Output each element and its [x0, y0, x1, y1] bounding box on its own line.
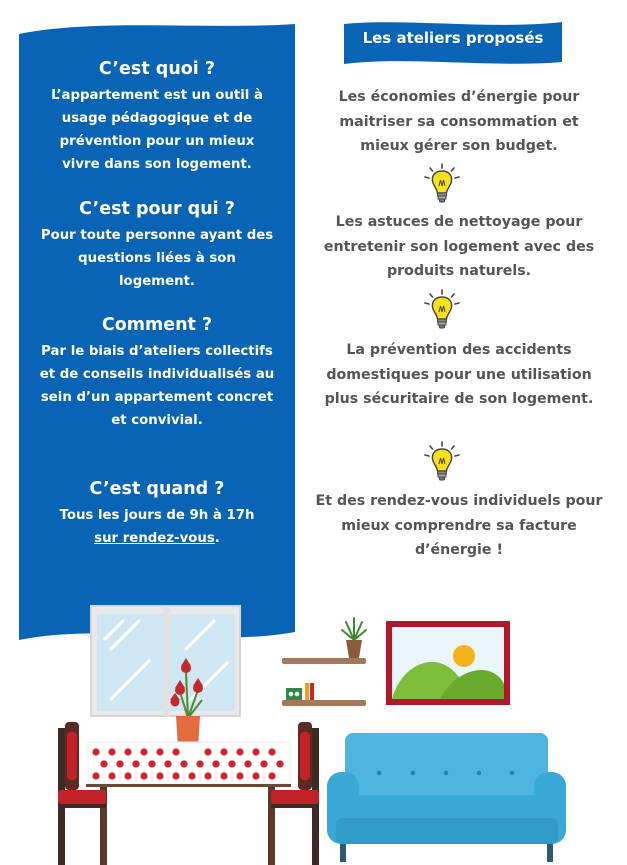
section-heading: C’est quand ? — [89, 479, 225, 499]
chair-left-illustration — [58, 722, 106, 865]
framed-picture-illustration — [386, 621, 510, 705]
info-panel — [19, 0, 295, 650]
schedule-suffix: . — [214, 531, 220, 546]
workshop-appointments: Et des rendez-vous individuels pour mieux comprendre sa facture d’énergie ! — [315, 493, 603, 558]
section-text: Pour toute personne ayant des questions liées à son logement. — [40, 228, 274, 289]
chair-right-illustration — [271, 722, 319, 865]
workshops-title: Les ateliers proposés — [362, 29, 544, 47]
section-who — [19, 198, 295, 293]
section-text: Par le biais d’ateliers collectifs et de conseils individualisés au sein d’un appartement concret et convivial. — [39, 344, 275, 428]
flower-vase-illustration — [170, 658, 203, 751]
workshop-cleaning: Les astuces de nettoyage pour entretenir son logement avec des produits naturels. — [323, 214, 595, 279]
section-heading: Comment ? — [101, 315, 213, 335]
dining-table-illustration — [86, 742, 291, 865]
lightbulb-icon — [422, 440, 462, 484]
section-heading: C’est pour qui ? — [79, 199, 235, 219]
section-how — [19, 314, 295, 432]
section-heading: C’est quoi ? — [98, 59, 216, 79]
section-what — [19, 58, 295, 176]
section-text — [39, 504, 275, 550]
section-when — [19, 478, 295, 550]
workshop-accidents: La prévention des accidents domestiques pour une utilisation plus sécuritaire de son logement. — [324, 342, 594, 407]
appointment-link[interactable]: sur rendez-vous — [94, 531, 215, 546]
schedule-text: Tous les jours de 9h à 17h — [59, 508, 255, 523]
section-text: L’appartement est un outil à usage pédagogique et de prévention pour un mieux vivre dans son logement. — [51, 88, 263, 172]
sofa-illustration — [327, 733, 566, 862]
workshop-energy: Les économies d’énergie pour maitriser sa consommation et mieux gérer son budget. — [338, 89, 580, 154]
lightbulb-icon — [422, 162, 462, 206]
lightbulb-icon — [422, 288, 462, 332]
